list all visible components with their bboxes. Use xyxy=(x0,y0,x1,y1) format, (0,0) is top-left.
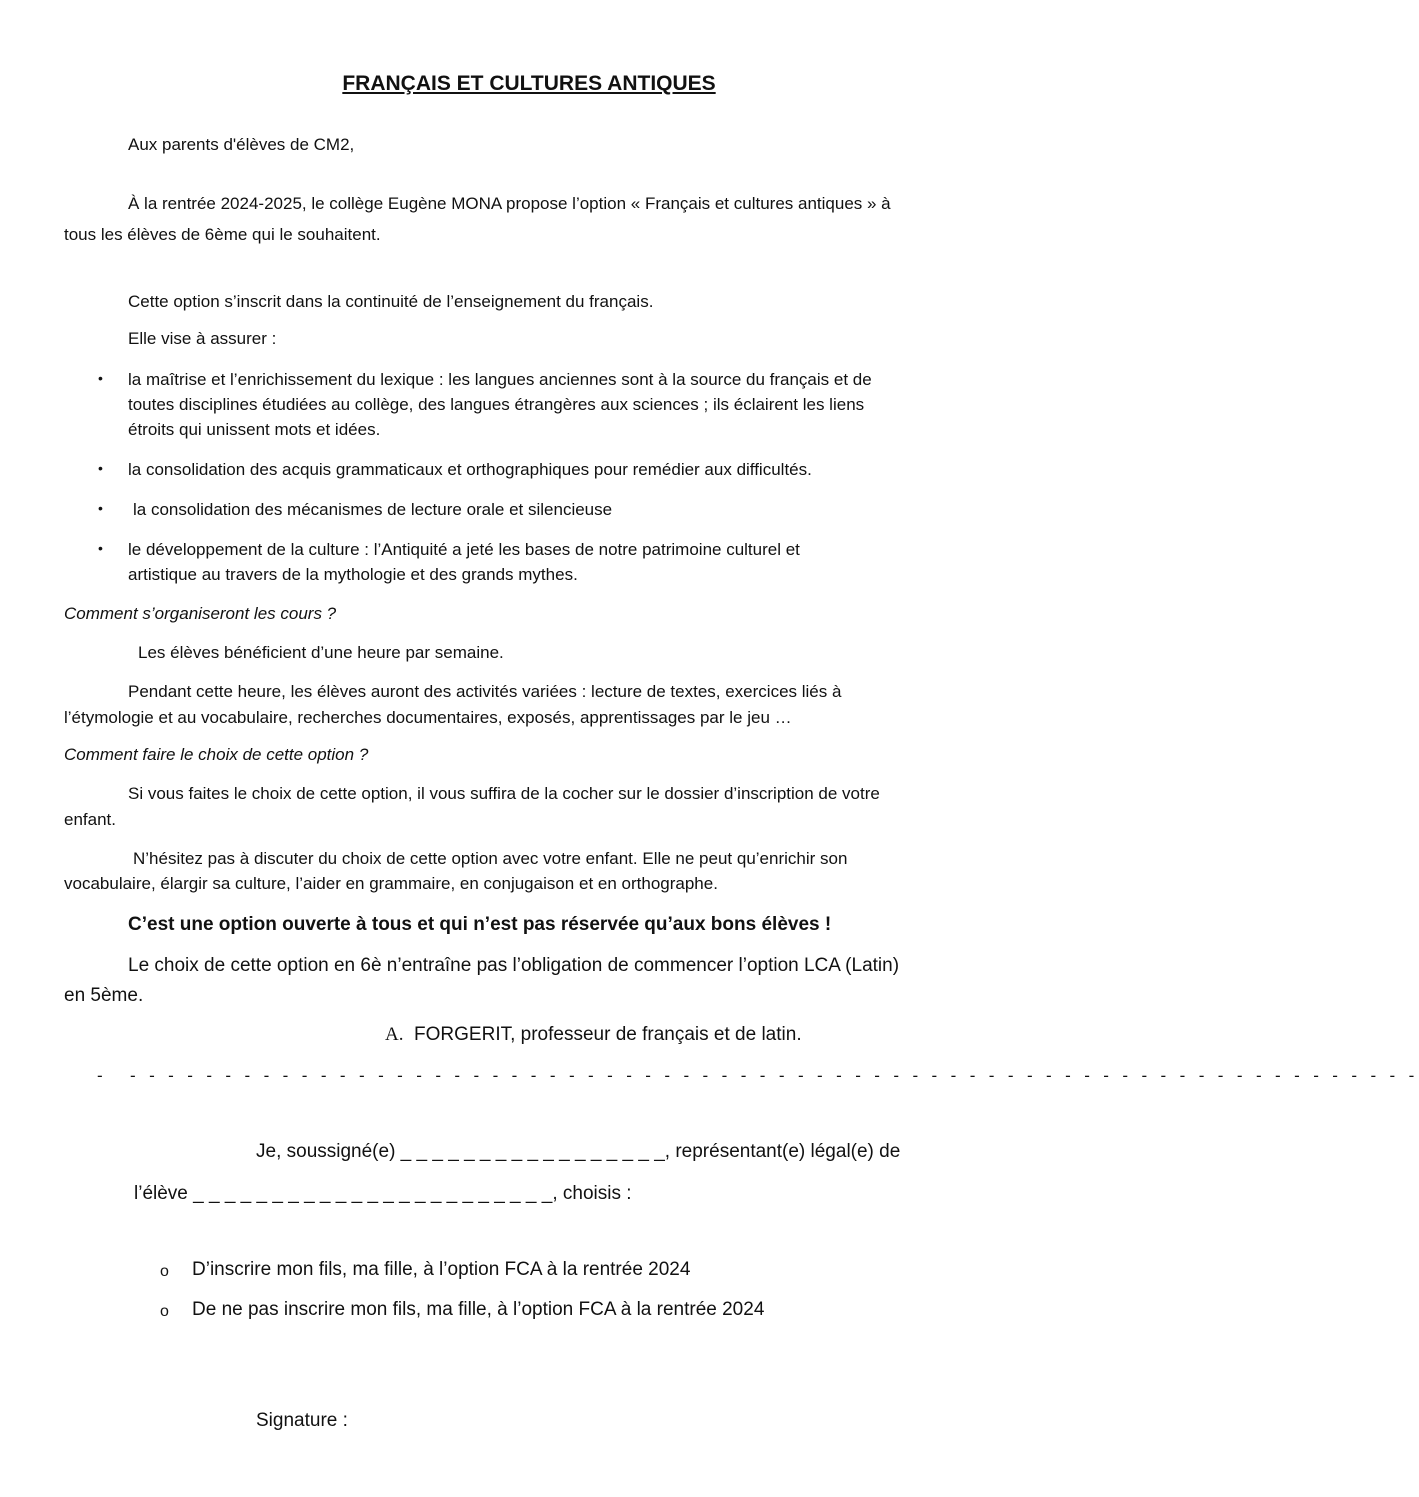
bullet-marker: • xyxy=(98,370,103,386)
bullet-marker: • xyxy=(98,540,103,556)
form-line-1: Je, soussigné(e) _ _ _ _ _ _ _ _ _ _ _ _ _ _ _ _ _, représentant(e) légal(e) de xyxy=(256,1141,901,1162)
discuss-line-2: vocabulaire, élargir sa culture, l’aider en grammaire, en conjugaison et en orthographe. xyxy=(64,874,718,893)
question-organisation: Comment s’organiseront les cours ? xyxy=(64,604,337,623)
choice-line-1: Si vous faites le choix de cette option, il vous suffira de la cocher sur le dossier d’inscription de votre xyxy=(128,784,880,803)
option-1-label: D’inscrire mon fils, ma fille, à l’option FCA à la rentrée 2024 xyxy=(192,1259,691,1280)
bullet-2-line-1: la consolidation des acquis grammaticaux et orthographiques pour remédier aux difficultés. xyxy=(128,460,812,479)
page-title: FRANÇAIS ET CULTURES ANTIQUES xyxy=(342,72,716,95)
signature-label: Signature : xyxy=(256,1410,348,1431)
lca-line-1: Le choix de cette option en 6è n’entraîne pas l’obligation de commencer l’option LCA (Latin) xyxy=(128,955,900,976)
author-signature xyxy=(385,1020,802,1050)
activities-line-2: l’étymologie et au vocabulaire, recherches documentaires, exposés, apprentissages par le jeu … xyxy=(64,708,792,727)
bullet-4-line-1: le développement de la culture : l’Antiquité a jeté les bases de notre patrimoine culturel et xyxy=(128,540,800,559)
choice-line-2: enfant. xyxy=(64,810,116,829)
continuity-text: Cette option s’inscrit dans la continuité de l’enseignement du français. xyxy=(128,292,654,311)
hours-text: Les élèves bénéficient d’une heure par semaine. xyxy=(138,643,504,662)
emphasis-statement: C’est une option ouverte à tous et qui n’est pas réservée qu’aux bons élèves ! xyxy=(128,914,832,935)
aim-intro: Elle vise à assurer : xyxy=(128,329,277,348)
bullet-marker: • xyxy=(98,460,103,476)
author-initial: A. xyxy=(385,1024,404,1045)
intro-line-1: À la rentrée 2024-2025, le collège Eugène MONA propose l’option « Français et cultures antiques » à xyxy=(128,194,891,213)
bullet-1-line-3: étroits qui unissent mots et idées. xyxy=(128,420,381,439)
author-text: FORGERIT, professeur de français et de latin. xyxy=(414,1024,802,1045)
bullet-1-line-1: la maîtrise et l’enrichissement du lexique : les langues anciennes sont à la source du français et de xyxy=(128,370,872,389)
bullet-1-line-2: toutes disciplines étudiées au collège, des langues étrangères aux sciences ; ils éclairent les liens xyxy=(128,395,865,414)
intro-line-2: tous les élèves de 6ème qui le souhaitent. xyxy=(64,225,381,244)
bullet-marker: • xyxy=(98,500,103,516)
lca-line-2: en 5ème. xyxy=(64,985,144,1006)
question-choice: Comment faire le choix de cette option ? xyxy=(64,745,369,764)
form-line-2: l’élève _ _ _ _ _ _ _ _ _ _ _ _ _ _ _ _ _ _ _ _ _ _ _, choisis : xyxy=(134,1183,632,1204)
option-1-checkbox: o xyxy=(160,1263,169,1280)
discuss-line-1: N’hésitez pas à discuter du choix de cette option avec votre enfant. Elle ne peut qu’enrichir son xyxy=(133,849,848,868)
bullet-4-line-2: artistique au travers de la mythologie et des grands mythes. xyxy=(128,565,578,584)
activities-line-1: Pendant cette heure, les élèves auront des activités variées : lecture de textes, exercices liés à xyxy=(128,682,842,701)
greeting: Aux parents d'élèves de CM2, xyxy=(128,135,355,154)
cut-line: - - - - - - - - - - - - - - - - - - - - - - - - - - - - - - - - - - - - - - - - - - - - - - - - - - - - - - - - - - - - - - - - - - - - xyxy=(130,1066,1419,1085)
option-2-checkbox: o xyxy=(160,1303,169,1320)
option-2-label: De ne pas inscrire mon fils, ma fille, à l’option FCA à la rentrée 2024 xyxy=(192,1299,765,1320)
bullet-3-line-1: la consolidation des mécanismes de lecture orale et silencieuse xyxy=(133,500,613,519)
cut-line-lead: - xyxy=(97,1066,103,1085)
